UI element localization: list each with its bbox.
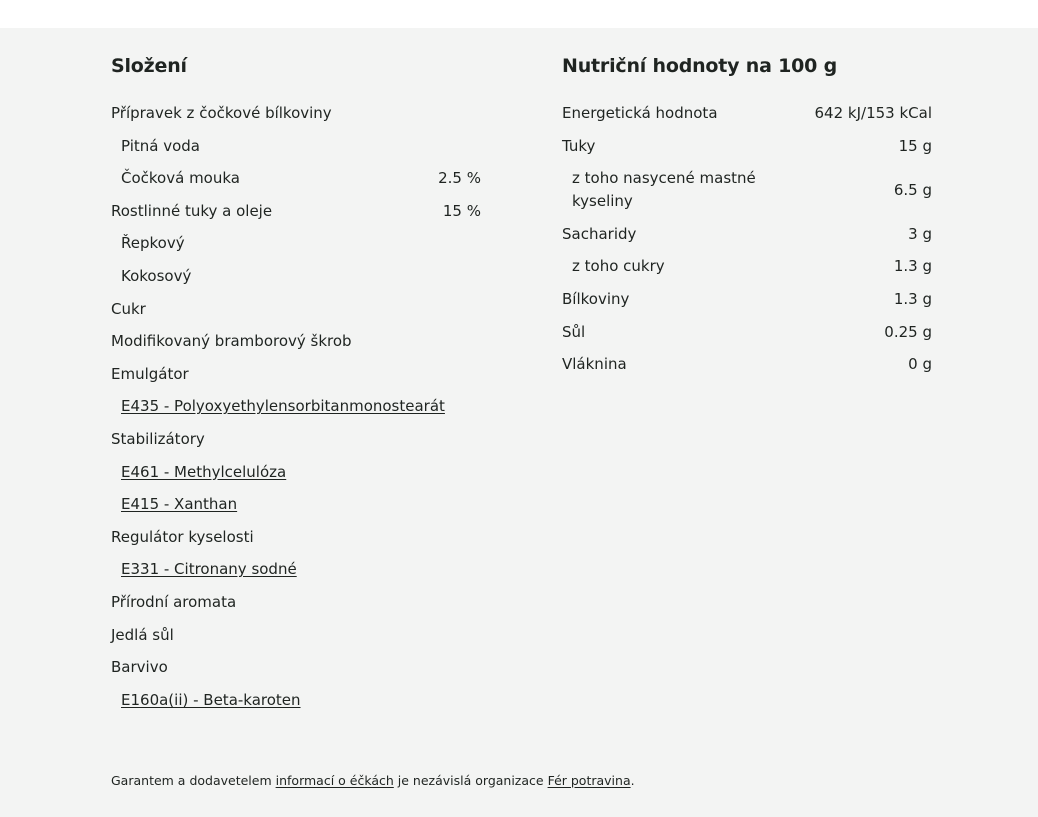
ingredient-name: Čočková mouka: [121, 169, 240, 188]
ingredient-name: Barvivo: [111, 658, 168, 677]
nutrient-value: 15 g: [898, 136, 932, 155]
nutrient-name: z toho nasycené mastné kyseliny: [572, 169, 756, 211]
ingredient-row: [111, 526, 481, 549]
nutrition-row: [562, 321, 932, 344]
nutrient-name: Tuky: [562, 136, 596, 155]
nutrient-value: 6.5 g: [893, 180, 932, 199]
ingredient-name: Modifikovaný bramborový škrob: [111, 332, 352, 351]
footer-text-after: .: [630, 773, 635, 788]
ingredient-row: [111, 330, 481, 353]
ingredient-value: 15 %: [442, 201, 481, 220]
additive-link-e461[interactable]: E461 - Methylcelulóza: [121, 462, 287, 481]
ingredient-row: [111, 363, 481, 386]
nutrition-row: [562, 135, 932, 158]
nutrition-title: Nutriční hodnoty na 100 g: [562, 55, 837, 77]
nutrient-name: Energetická hodnota: [562, 104, 718, 122]
nutrient-value: 0.25 g: [884, 322, 932, 341]
ingredient-row: [111, 265, 481, 288]
ingredient-name: Regulátor kyselosti: [111, 527, 254, 546]
fer-potravina-link[interactable]: Fér potravina: [547, 773, 631, 788]
ingredient-name: Přírodní aromata: [111, 592, 237, 611]
additive-link-e435[interactable]: E435 - Polyoxyethylensorbitanmonostearát: [121, 397, 445, 416]
ingredient-row: [111, 200, 481, 223]
ingredient-row: [111, 395, 481, 418]
nutrition-row: [562, 288, 932, 311]
ingredient-name: Přípravek z čočkové bílkoviny: [111, 104, 332, 122]
ingredient-name: Řepkový: [121, 234, 185, 253]
additive-link-e160a[interactable]: E160a(ii) - Beta-karoten: [121, 690, 301, 709]
nutrition-row: [562, 223, 932, 246]
ingredient-row: [111, 558, 481, 581]
additive-link-e415[interactable]: E415 - Xanthan: [121, 495, 238, 514]
nutrient-name: Sacharidy: [562, 224, 637, 243]
nutrition-row: [562, 102, 932, 125]
footer-note: [111, 773, 635, 788]
ingredient-name: Rostlinné tuky a oleje: [111, 201, 273, 220]
nutrition-row: [562, 353, 932, 376]
ingredient-row: [111, 591, 481, 614]
nutrition-list: [562, 102, 932, 386]
nutrient-name: Bílkoviny: [562, 289, 630, 308]
ingredient-row: [111, 135, 481, 158]
ingredients-list: [111, 102, 481, 721]
ingredient-name: Jedlá sůl: [111, 625, 174, 644]
ingredient-row: [111, 232, 481, 255]
nutrition-row: [562, 167, 932, 213]
additives-info-link[interactable]: informací o éčkách: [275, 773, 394, 788]
nutrient-name: Sůl: [562, 322, 586, 341]
footer-text-middle: je nezávislá organizace: [393, 773, 548, 788]
ingredient-row: [111, 167, 481, 190]
ingredient-row: [111, 298, 481, 321]
content-panel: [0, 28, 1038, 817]
additive-link-e331[interactable]: E331 - Citronany sodné: [121, 560, 297, 579]
ingredient-row: [111, 102, 481, 125]
nutrient-value: 1.3 g: [893, 289, 932, 308]
nutrient-name: z toho cukry: [572, 257, 665, 276]
nutrient-value: 3 g: [908, 224, 932, 243]
ingredient-value: 2.5 %: [438, 169, 481, 188]
ingredients-title: Složení: [111, 55, 187, 77]
ingredient-row: [111, 461, 481, 484]
ingredient-name: Cukr: [111, 299, 146, 318]
nutrient-value: 1.3 g: [893, 257, 932, 276]
ingredient-row: [111, 624, 481, 647]
nutrition-row: [562, 255, 932, 278]
nutrient-value: 0 g: [908, 355, 932, 374]
ingredient-name: Kokosový: [121, 266, 192, 285]
footer-text-before: Garantem a dodavetelem: [111, 773, 276, 788]
ingredient-row: [111, 428, 481, 451]
ingredient-name: Stabilizátory: [111, 429, 205, 448]
ingredient-row: [111, 656, 481, 679]
ingredient-name: Pitná voda: [121, 136, 200, 155]
nutrient-name: Vláknina: [562, 355, 627, 374]
ingredient-name: Emulgátor: [111, 364, 189, 383]
nutrient-value: 642 kJ/153 kCal: [814, 104, 932, 122]
ingredient-row: [111, 689, 481, 712]
ingredient-row: [111, 493, 481, 516]
